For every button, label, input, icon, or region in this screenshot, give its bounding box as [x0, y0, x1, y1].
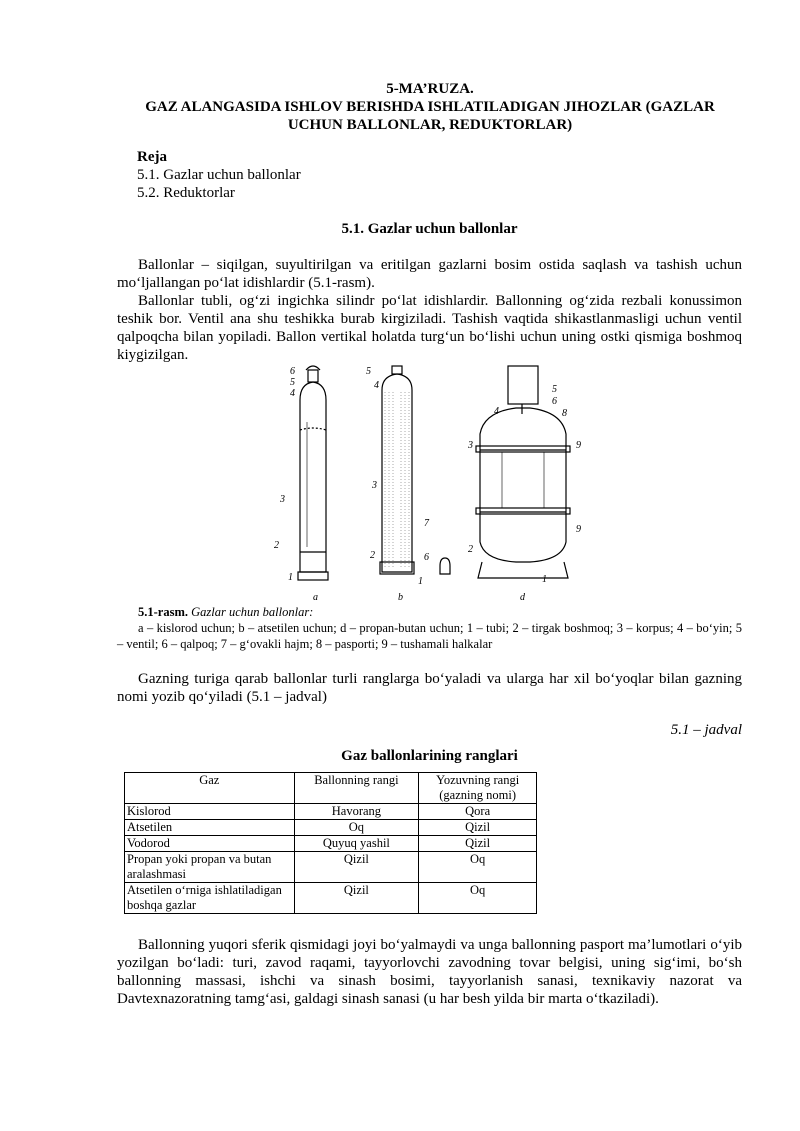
label-b-2: 2 — [370, 550, 375, 561]
plan-item-1: 5.1. Gazlar uchun ballonlar — [137, 167, 301, 183]
title-line-1: GAZ ALANGASIDA ISHLOV BERISHDA ISHLATILADIGAN JIHOZLAR (GAZLAR — [145, 99, 715, 115]
label-d-letter: d — [520, 592, 525, 603]
cell-cylinder-color: Havorang — [294, 804, 419, 820]
table-number: 5.1 – jadval — [670, 722, 742, 738]
gas-cylinders-figure — [262, 362, 582, 604]
paragraph-4: Ballonning yuqori sferik qismidagi joyi bo‘yalmaydi va unga ballonning pasport ma’lumotlari o‘yib yozilgan bo‘ladi: turi, zavod raqami, tayyorlovchi zavodning tovar belgisi, uning sig‘imi, bo‘sh ballonning massasi, ishchi va sinash bosimi, tayyorlanish sanasi, texnikaviy nazorat va Davtexnazoratning tamg‘asi, galdagi sinash sanasi (u har besh yilda bir marta o‘tkaziladi). — [117, 937, 742, 1007]
label-b-3: 3 — [372, 480, 377, 491]
label-a-3: 3 — [280, 494, 285, 505]
label-a-1: 1 — [288, 572, 293, 583]
plan-heading: Reja — [137, 149, 167, 165]
label-b-4: 4 — [374, 380, 379, 391]
header-gas: Gaz — [125, 773, 295, 804]
cell-label-color: Oq — [419, 883, 537, 914]
label-d-9-top: 9 — [576, 440, 581, 451]
caption-title: Gazlar uchun ballonlar: — [191, 605, 314, 619]
label-b-1: 1 — [418, 576, 423, 587]
paragraph-1: Ballonlar – siqilgan, suyultirilgan va eritilgan gazlarni bosim ostida saqlash va tashish uchun mo‘ljallangan po‘lat idishlardir (5.1-rasm). — [117, 257, 742, 291]
table-row — [125, 852, 537, 883]
label-b-letter: b — [398, 592, 403, 603]
paragraph-3: Gazning turiga qarab ballonlar turli ranglarga bo‘yaladi va ularga har xil bo‘yoqlar bilan gazning nomi yozib qo‘yiladi (5.1 – jadval) — [117, 671, 742, 705]
label-a-4: 4 — [290, 388, 295, 399]
cell-cylinder-color: Oq — [294, 820, 419, 836]
label-d-8: 8 — [562, 408, 567, 419]
plan-item-2: 5.2. Reduktorlar — [137, 185, 235, 201]
section-heading: 5.1. Gazlar uchun ballonlar — [341, 221, 518, 237]
cell-gas: Atsetilen o‘rniga ishlatiladigan boshqa gazlar — [125, 883, 295, 914]
caption-text: a – kislorod uchun; b – atsetilen uchun; d – propan-butan uchun; 1 – tubi; 2 – tirgak boshmoq; 3 – korpus; 4 – bo‘yin; 5 – ventil; 6 – qalpoq; 7 – g‘ovakli hajm; 8 – pasporti; 9 – tushamali halkalar — [117, 621, 742, 651]
cell-cylinder-color: Quyuq yashil — [294, 836, 419, 852]
label-b-6: 6 — [424, 552, 429, 563]
label-d-3: 3 — [468, 440, 473, 451]
cell-label-color: Qizil — [419, 820, 537, 836]
label-b-7: 7 — [424, 518, 429, 529]
label-d-9-bottom: 9 — [576, 524, 581, 535]
cylinder-a-drawing — [298, 366, 328, 580]
label-d-4: 4 — [494, 406, 499, 417]
figure-caption — [117, 604, 742, 652]
cell-gas: Propan yoki propan va butan aralashmasi — [125, 852, 295, 883]
gas-colors-table — [124, 772, 537, 914]
table-row — [125, 820, 537, 836]
cell-label-color: Qora — [419, 804, 537, 820]
cell-gas: Atsetilen — [125, 820, 295, 836]
cell-cylinder-color: Qizil — [294, 852, 419, 883]
paragraph-2: Ballonlar tubli, og‘zi ingichka silindr po‘lat idishlardir. Ballonning og‘zida rezbali konussimon teshik bor. Ventil ana shu teshikka burab kirgiziladi. Tashish vaqtida shikastlanmasligi uchun ventil qalpoqcha bilan yopiladi. Ballon vertikal holatda turg‘un bo‘lishi uchun uning ostki qismiga boshmoq kiygizilgan. — [117, 293, 742, 363]
header-cylinder-color: Ballonning rangi — [294, 773, 419, 804]
cell-gas: Kislorod — [125, 804, 295, 820]
lecture-number: 5-MA’RUZA. — [386, 81, 474, 97]
label-a-letter: a — [313, 592, 318, 603]
cell-gas: Vodorod — [125, 836, 295, 852]
table-row — [125, 883, 537, 914]
caption-label: 5.1-rasm. — [138, 605, 188, 619]
title-line-2: UCHUN BALLONLAR, REDUKTORLAR) — [287, 117, 573, 133]
cell-label-color: Oq — [419, 852, 537, 883]
label-d-1: 1 — [542, 574, 547, 585]
label-a-6: 6 — [290, 366, 295, 377]
label-d-6: 6 — [552, 396, 557, 407]
label-a-2: 2 — [274, 540, 279, 551]
label-d-5: 5 — [552, 384, 557, 395]
cell-cylinder-color: Qizil — [294, 883, 419, 914]
table-header-row — [125, 773, 537, 804]
table-title: Gaz ballonlarining ranglari — [341, 748, 518, 764]
table-row — [125, 804, 537, 820]
label-d-2: 2 — [468, 544, 473, 555]
table-row — [125, 836, 537, 852]
document-heading — [120, 80, 740, 134]
label-b-5: 5 — [366, 366, 371, 377]
cell-label-color: Qizil — [419, 836, 537, 852]
label-a-5: 5 — [290, 377, 295, 388]
header-label-color: Yozuvning rangi (gazning nomi) — [419, 773, 537, 804]
cylinder-b-drawing — [380, 366, 450, 574]
